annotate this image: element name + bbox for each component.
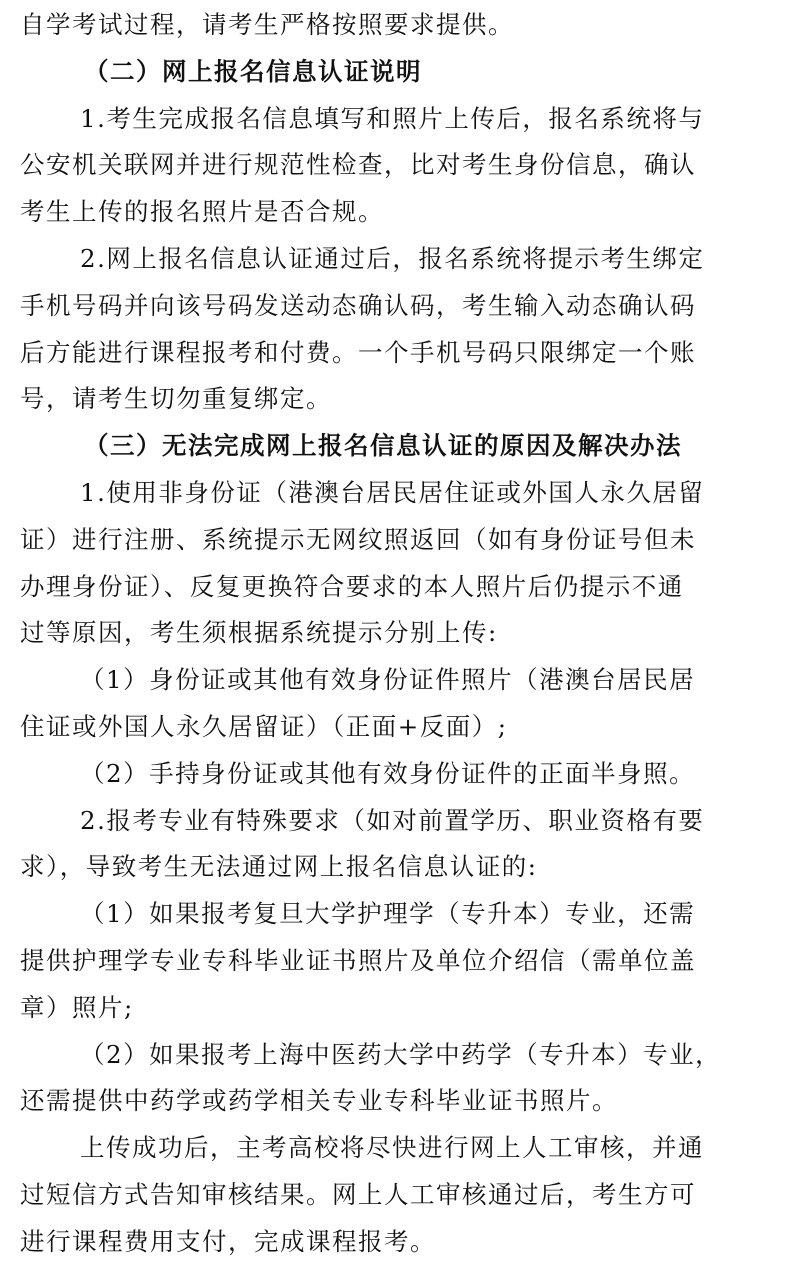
paragraph-line: （2）手持身份证或其他有效身份证件的正面半身照。 <box>80 758 696 788</box>
section-heading: （三）无法完成网上报名信息认证的原因及解决办法 <box>84 431 682 461</box>
paragraph-line: 1.使用非身份证（港澳台居民居住证或外国人永久居留 <box>80 477 705 507</box>
paragraph-line: 2.报考专业有特殊要求（如对前置学历、职业资格有要 <box>80 805 705 835</box>
paragraph-line: 进行课程费用支付，完成课程报考。 <box>20 1226 436 1256</box>
paragraph-line: 章）照片; <box>20 992 134 1022</box>
paragraph-line: 手机号码并向该号码发送动态确认码，考生输入动态确认码 <box>20 290 696 320</box>
paragraph-line: （1）身份证或其他有效身份证件照片（港澳台居民居 <box>80 665 696 695</box>
paragraph-line: 公安机关联网并进行规范性检查，比对考生身份信息，确认 <box>20 150 696 180</box>
paragraph-line: 办理身份证）、反复更换符合要求的本人照片后仍提示不通 <box>20 571 684 601</box>
paragraph-line: 2.网上报名信息认证通过后，报名系统将提示考生绑定 <box>80 243 705 273</box>
paragraph-line: （1）如果报考复旦大学护理学（专升本）专业，还需 <box>80 899 696 929</box>
paragraph-line: 1.考生完成报名信息填写和照片上传后，报名系统将与 <box>80 103 705 133</box>
paragraph-line: 过短信方式告知审核结果。网上人工审核通过后，考生方可 <box>20 1179 696 1209</box>
paragraph-line: 号，请考生切勿重复绑定。 <box>20 384 332 414</box>
paragraph-line: （2）如果报考上海中医药大学中药学（专升本）专业， <box>80 1039 722 1069</box>
paragraph-line: 提供护理学专业专科毕业证书照片及单位介绍信（需单位盖 <box>20 945 696 975</box>
paragraph-line: 还需提供中药学或药学相关专业专科毕业证书照片。 <box>20 1086 618 1116</box>
paragraph-line: 求），导致考生无法通过网上报名信息认证的: <box>20 852 538 882</box>
section-heading: （二）网上报名信息认证说明 <box>84 56 422 86</box>
paragraph-line: 后方能进行课程报考和付费。一个手机号码只限绑定一个账 <box>20 337 696 367</box>
paragraph-line: 自学考试过程，请考生严格按照要求提供。 <box>20 10 514 39</box>
paragraph-line: 上传成功后，主考高校将尽快进行网上人工审核，并通 <box>80 1133 704 1163</box>
paragraph-line: 住证或外国人永久居留证）（正面+反面）; <box>20 711 508 741</box>
paragraph-line: 考生上传的报名照片是否合规。 <box>20 197 384 227</box>
paragraph-line: 证）进行注册、系统提示无网纹照返回（如有身份证号但未 <box>20 524 696 554</box>
paragraph-line: 过等原因，考生须根据系统提示分别上传: <box>20 618 498 648</box>
document-page <box>20 0 774 1266</box>
